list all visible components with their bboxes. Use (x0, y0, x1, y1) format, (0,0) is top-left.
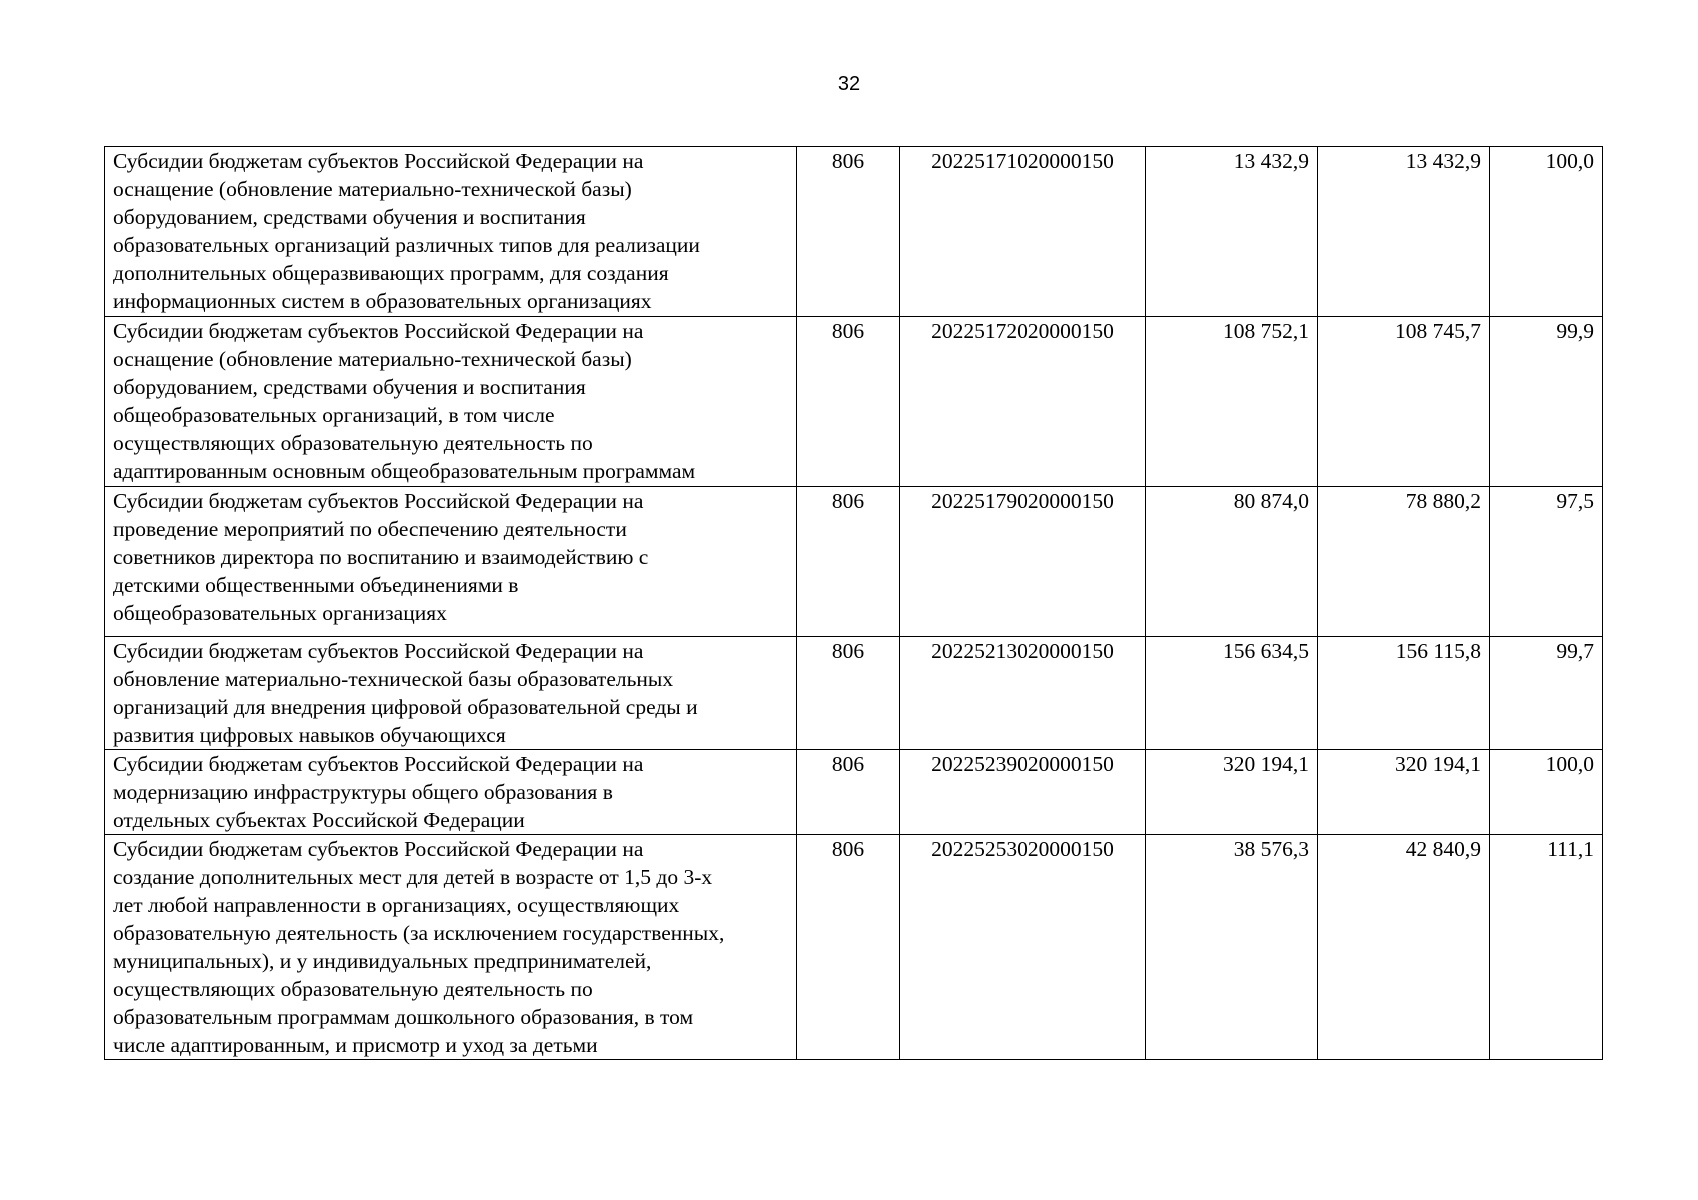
budget-code-cell: 20225171020000150 (900, 147, 1146, 317)
description-line: советников директора по воспитанию и взаимодействию с (113, 545, 649, 569)
plan-amount-cell: 320 194,1 (1146, 750, 1318, 835)
table-row (105, 317, 1603, 487)
budget-code-cell: 20225253020000150 (900, 835, 1146, 1060)
plan-amount-cell: 38 576,3 (1146, 835, 1318, 1060)
description-line: Субсидии бюджетам субъектов Российской Федерации на (113, 639, 644, 663)
plan-amount-cell: 80 874,0 (1146, 487, 1318, 637)
table-row (105, 835, 1603, 1060)
description-line: проведение мероприятий по обеспечению деятельности (113, 517, 627, 541)
budget-code-cell: 20225179020000150 (900, 487, 1146, 637)
description-line: информационных систем в образовательных организациях (113, 289, 652, 313)
description-line: осуществляющих образовательную деятельность по (113, 431, 593, 455)
actual-amount-cell: 13 432,9 (1318, 147, 1490, 317)
admin-code-cell: 806 (797, 317, 900, 487)
description-cell (105, 750, 797, 835)
budget-code-cell: 20225213020000150 (900, 637, 1146, 750)
description-line: Субсидии бюджетам субъектов Российской Федерации на (113, 149, 644, 173)
description-line: общеобразовательных организациях (113, 601, 447, 625)
description-line: осуществляющих образовательную деятельность по (113, 977, 593, 1001)
description-cell (105, 637, 797, 750)
description-line: образовательным программам дошкольного образования, в том (113, 1005, 694, 1029)
actual-amount-cell: 156 115,8 (1318, 637, 1490, 750)
percent-cell: 99,9 (1490, 317, 1603, 487)
description-cell (105, 147, 797, 317)
percent-cell: 100,0 (1490, 750, 1603, 835)
budget-code-cell: 20225172020000150 (900, 317, 1146, 487)
description-line: муниципальных), и у индивидуальных предпринимателей, (113, 949, 652, 973)
table-row (105, 637, 1603, 750)
description-line: лет любой направленности в организациях, осуществляющих (113, 893, 680, 917)
description-line: дополнительных общеразвивающих программ, для создания (113, 261, 669, 285)
description-line: детскими общественными объединениями в (113, 573, 519, 597)
description-line: Субсидии бюджетам субъектов Российской Федерации на (113, 752, 644, 776)
actual-amount-cell: 78 880,2 (1318, 487, 1490, 637)
description-line: общеобразовательных организаций, в том числе (113, 403, 555, 427)
percent-cell: 97,5 (1490, 487, 1603, 637)
budget-code-cell: 20225239020000150 (900, 750, 1146, 835)
description-line: Субсидии бюджетам субъектов Российской Федерации на (113, 837, 644, 861)
description-line: оснащение (обновление материально-технической базы) (113, 347, 632, 371)
plan-amount-cell: 156 634,5 (1146, 637, 1318, 750)
plan-amount-cell: 13 432,9 (1146, 147, 1318, 317)
description-cell (105, 317, 797, 487)
percent-cell: 111,1 (1490, 835, 1603, 1060)
description-line: отдельных субъектах Российской Федерации (113, 808, 525, 832)
admin-code-cell: 806 (797, 835, 900, 1060)
page-number: 32 (837, 73, 861, 95)
description-line: создание дополнительных мест для детей в возрасте от 1,5 до 3-х (113, 865, 713, 889)
description-cell (105, 835, 797, 1060)
admin-code-cell: 806 (797, 487, 900, 637)
actual-amount-cell: 42 840,9 (1318, 835, 1490, 1060)
description-line: адаптированным основным общеобразовательным программам (113, 459, 696, 483)
budget-table (104, 146, 1603, 1060)
table-row (105, 487, 1603, 637)
description-line: развития цифровых навыков обучающихся (113, 723, 506, 747)
table-row (105, 147, 1603, 317)
percent-cell: 99,7 (1490, 637, 1603, 750)
percent-cell: 100,0 (1490, 147, 1603, 317)
description-line: модернизацию инфраструктуры общего образования в (113, 780, 613, 804)
plan-amount-cell: 108 752,1 (1146, 317, 1318, 487)
description-cell (105, 487, 797, 637)
description-line: обновление материально-технической базы образовательных (113, 667, 674, 691)
description-line: числе адаптированным, и присмотр и уход за детьми (113, 1033, 598, 1057)
description-line: Субсидии бюджетам субъектов Российской Федерации на (113, 319, 644, 343)
description-line: образовательных организаций различных типов для реализации (113, 233, 700, 257)
description-line: образовательную деятельность (за исключением государственных, (113, 921, 725, 945)
table-row (105, 750, 1603, 835)
description-line: оборудованием, средствами обучения и воспитания (113, 205, 586, 229)
actual-amount-cell: 108 745,7 (1318, 317, 1490, 487)
description-line: Субсидии бюджетам субъектов Российской Федерации на (113, 489, 644, 513)
actual-amount-cell: 320 194,1 (1318, 750, 1490, 835)
description-line: организаций для внедрения цифровой образовательной среды и (113, 695, 698, 719)
description-line: оснащение (обновление материально-технической базы) (113, 177, 632, 201)
admin-code-cell: 806 (797, 147, 900, 317)
admin-code-cell: 806 (797, 637, 900, 750)
description-line: оборудованием, средствами обучения и воспитания (113, 375, 586, 399)
admin-code-cell: 806 (797, 750, 900, 835)
